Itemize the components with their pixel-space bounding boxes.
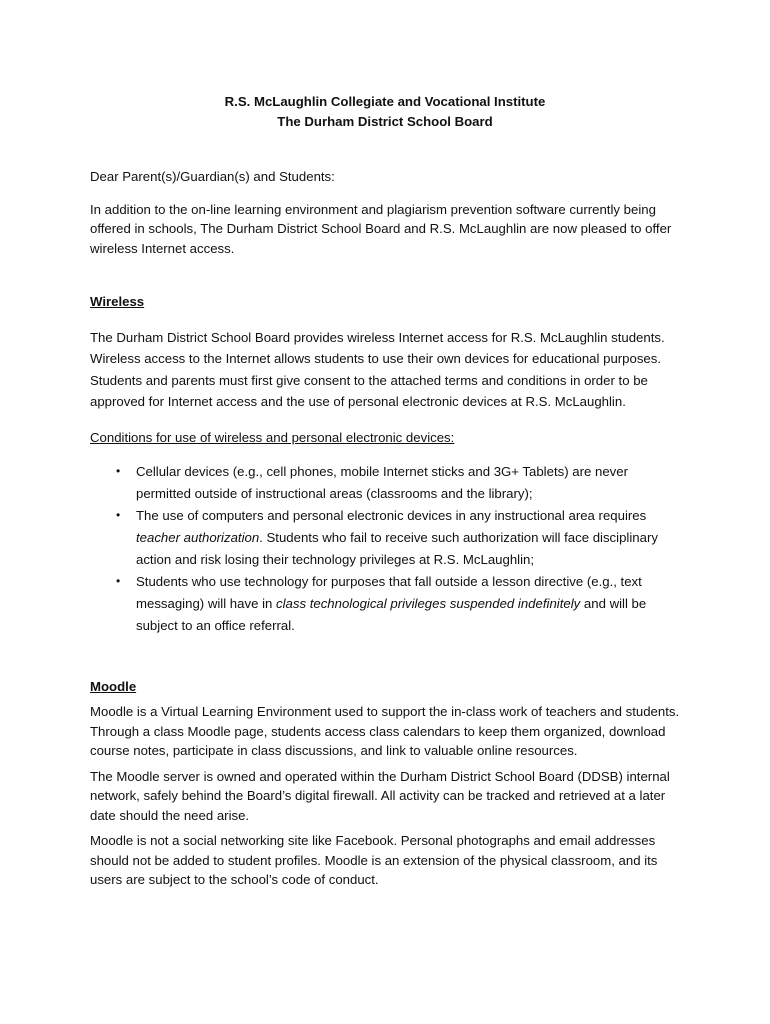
bullet-icon: • (116, 574, 121, 588)
list-item (90, 461, 680, 505)
moodle-paragraph: The Moodle server is owned and operated within the Durham District School Board (DDSB) internal network, safely behind the Board’s digital firewall. All activity can be tracked and retrieved at a later date should the need arise. (90, 768, 670, 823)
conditions-list (90, 461, 680, 636)
wireless-paragraph: The Durham District School Board provides wireless Internet access for R.S. McLaughlin students. Wireless access to the Internet allows students to use their own devices for educational purposes. Students and parents must first give consent to the attached terms and conditions in order to be approved for Internet access and the use of personal electronic devices at R.S. McLaughlin. (90, 329, 665, 410)
intro-paragraph: In addition to the on-line learning environment and plagiarism prevention software currently being offered in schools, The Durham District School Board and R.S. McLaughlin are now pleased to offer wireless Internet access. (90, 201, 672, 256)
wireless-heading: Wireless (90, 294, 145, 309)
board-name: The Durham District School Board (277, 114, 493, 129)
list-item (90, 571, 680, 637)
school-name: R.S. McLaughlin Collegiate and Vocational Institute (224, 94, 546, 109)
rule-emphasis: teacher authorization (136, 530, 260, 546)
conditions-heading: Conditions for use of wireless and personal electronic devices: (90, 429, 455, 445)
salutation: Dear Parent(s)/Guardian(s) and Students: (90, 169, 335, 184)
letter-page (90, 92, 680, 890)
bullet-icon: • (116, 464, 121, 479)
rule-text-before: The use of computers and personal electronic devices in any instructional area requires (136, 508, 647, 524)
list-item (90, 505, 680, 571)
rule-text-after: . Students who fail to receive such authorization will face disciplinary action and risk losing their technology privileges at R.S. McLaughlin; (136, 530, 658, 568)
moodle-paragraph: Moodle is a Virtual Learning Environment used to support the in-class work of teachers and students. Through a class Moodle page, students access class calendars to keep them organized, download course notes, participate in class discussions, and link to valuable online resources. (90, 704, 680, 759)
letter-header (90, 92, 680, 132)
moodle-paragraph: Moodle is not a social networking site like Facebook. Personal photographs and email addresses should not be added to student profiles. Moodle is an extension of the physical classroom, and its users are subject to the school’s code of conduct. (90, 833, 658, 888)
rule-text: Cellular devices (e.g., cell phones, mobile Internet sticks and 3G+ Tablets) are never permitted outside of instructional areas (classrooms and the library); (136, 464, 628, 502)
moodle-heading: Moodle (90, 678, 137, 694)
rule-text-after: and will be subject to an office referral. (136, 595, 647, 633)
bullet-icon: • (116, 508, 121, 523)
rule-text-before: Students who use technology for purposes that fall outside a lesson directive (e.g., text messaging) will have in (136, 574, 642, 611)
rule-emphasis: class technological privileges suspended indefinitely (276, 595, 581, 611)
